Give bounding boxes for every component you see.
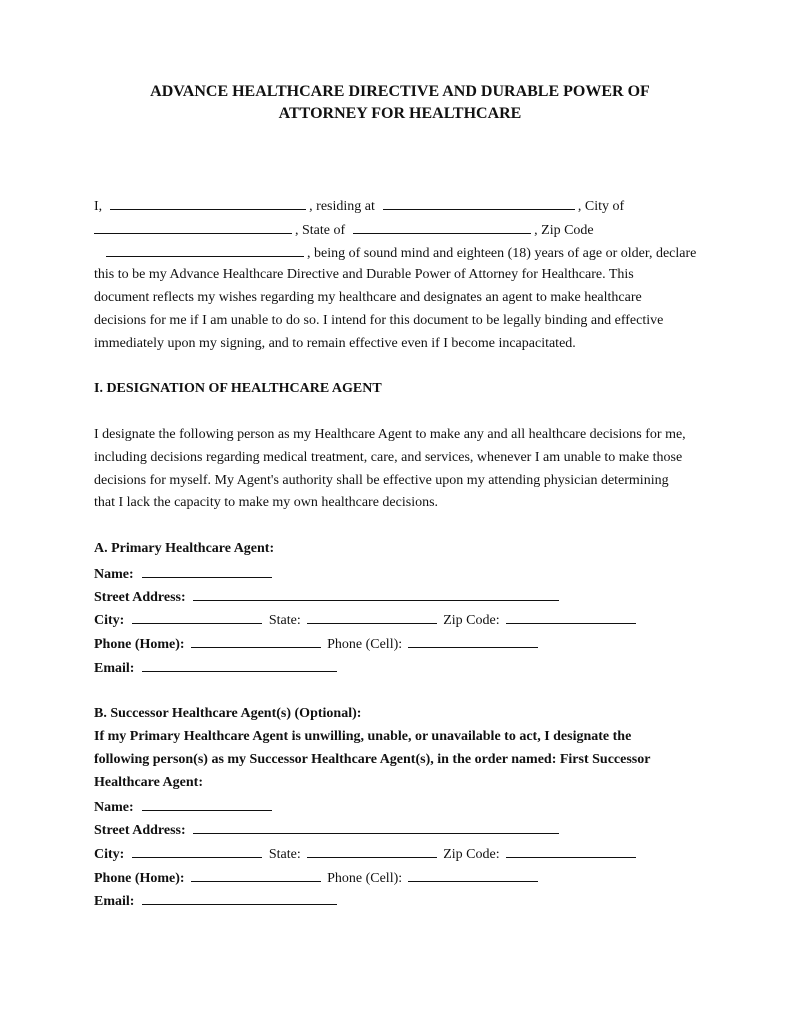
primary-name-row [94, 563, 275, 585]
successor-street-row [94, 819, 562, 841]
title-line-2: ATTORNEY FOR HEALTHCARE [278, 105, 522, 122]
zip-code-label: , Zip Code [534, 223, 594, 238]
residing-label: , residing at [309, 199, 375, 214]
section-1-para-line-3: decisions for myself. My Agent's authority shall be effective upon my attending physician determining [94, 473, 669, 488]
primary-street-label: Street Address: [94, 590, 186, 605]
intro-line-3 [94, 242, 696, 264]
successor-phone-row [94, 867, 541, 889]
intro-line-2 [94, 219, 594, 241]
successor-name-label: Name: [94, 800, 134, 815]
primary-phone-home-blank[interactable] [191, 633, 321, 648]
city-of-label: , City of [577, 199, 625, 214]
successor-street-blank[interactable] [193, 819, 559, 834]
primary-phone-home-label: Phone (Home): [94, 637, 185, 652]
successor-para-line-3: Healthcare Agent: [94, 775, 203, 790]
primary-state-blank[interactable] [307, 609, 437, 624]
primary-email-blank[interactable] [142, 657, 337, 672]
section-1-para-line-4: that I lack the capacity to make my own healthcare decisions. [94, 495, 439, 510]
successor-phone-home-blank[interactable] [191, 867, 321, 882]
successor-phone-cell-blank[interactable] [408, 867, 538, 882]
state-of-label: , State of [295, 223, 346, 238]
successor-para-line-2: following person(s) as my Successor Healthcare Agent(s), in the order named: First Successor [94, 752, 651, 767]
successor-city-blank[interactable] [132, 843, 262, 858]
document-title [0, 81, 800, 125]
successor-phone-home-label: Phone (Home): [94, 871, 185, 886]
successor-email-label: Email: [94, 894, 135, 909]
intro-para-line-1: this to be my Advance Healthcare Directive and Durable Power of Attorney for Healthcare. This [94, 267, 634, 282]
primary-city-blank[interactable] [132, 609, 262, 624]
primary-state-label: State: [268, 613, 301, 628]
successor-city-row [94, 843, 639, 865]
intro-line-1 [94, 195, 624, 217]
primary-phone-row [94, 633, 541, 655]
successor-email-row [94, 890, 340, 912]
primary-zip-label: Zip Code: [443, 613, 500, 628]
successor-name-blank[interactable] [142, 796, 272, 811]
primary-city-label: City: [94, 613, 125, 628]
primary-phone-cell-blank[interactable] [408, 633, 538, 648]
primary-name-label: Name: [94, 567, 134, 582]
section-1-heading: I. DESIGNATION OF HEALTHCARE AGENT [94, 381, 382, 396]
section-1-para-line-1: I designate the following person as my Healthcare Agent to make any and all healthcare decisions for me, [94, 427, 686, 442]
successor-street-label: Street Address: [94, 823, 186, 838]
primary-phone-cell-label: Phone (Cell): [327, 637, 403, 652]
primary-street-row [94, 586, 562, 608]
intro-para-line-2: document reflects my wishes regarding my healthcare and designates an agent to make healthcare [94, 290, 642, 305]
zip-blank[interactable] [106, 242, 304, 257]
primary-street-blank[interactable] [193, 586, 559, 601]
primary-email-row [94, 657, 340, 679]
primary-agent-heading: A. Primary Healthcare Agent: [94, 541, 275, 556]
declarant-name-blank[interactable] [110, 195, 306, 210]
city-blank[interactable] [94, 219, 292, 234]
title-line-1: ADVANCE HEALTHCARE DIRECTIVE AND DURABLE POWER OF [150, 83, 650, 100]
successor-state-label: State: [268, 847, 301, 862]
intro-para-line-3: decisions for me if I am unable to do so. I intend for this document to be legally binding and effective [94, 313, 664, 328]
successor-city-label: City: [94, 847, 125, 862]
residence-address-blank[interactable] [383, 195, 575, 210]
section-1-para-line-2: including decisions regarding medical treatment, care, and services, whenever I am unable to make those [94, 450, 683, 465]
state-blank[interactable] [353, 219, 531, 234]
intro-para-line-4: immediately upon my signing, and to remain effective even if I become incapacitated. [94, 336, 576, 351]
sound-mind-text: , being of sound mind and eighteen (18) years of age or older, declare [307, 246, 697, 261]
primary-zip-blank[interactable] [506, 609, 636, 624]
primary-email-label: Email: [94, 661, 135, 676]
successor-email-blank[interactable] [142, 890, 337, 905]
successor-state-blank[interactable] [307, 843, 437, 858]
successor-zip-label: Zip Code: [443, 847, 500, 862]
successor-para-line-1: If my Primary Healthcare Agent is unwilling, unable, or unavailable to act, I designate the [94, 729, 632, 744]
primary-city-row [94, 609, 639, 631]
successor-name-row [94, 796, 275, 818]
primary-name-blank[interactable] [142, 563, 272, 578]
i-label: I, [94, 199, 103, 214]
successor-phone-cell-label: Phone (Cell): [327, 871, 403, 886]
successor-zip-blank[interactable] [506, 843, 636, 858]
successor-agent-heading: B. Successor Healthcare Agent(s) (Optional): [94, 706, 362, 721]
